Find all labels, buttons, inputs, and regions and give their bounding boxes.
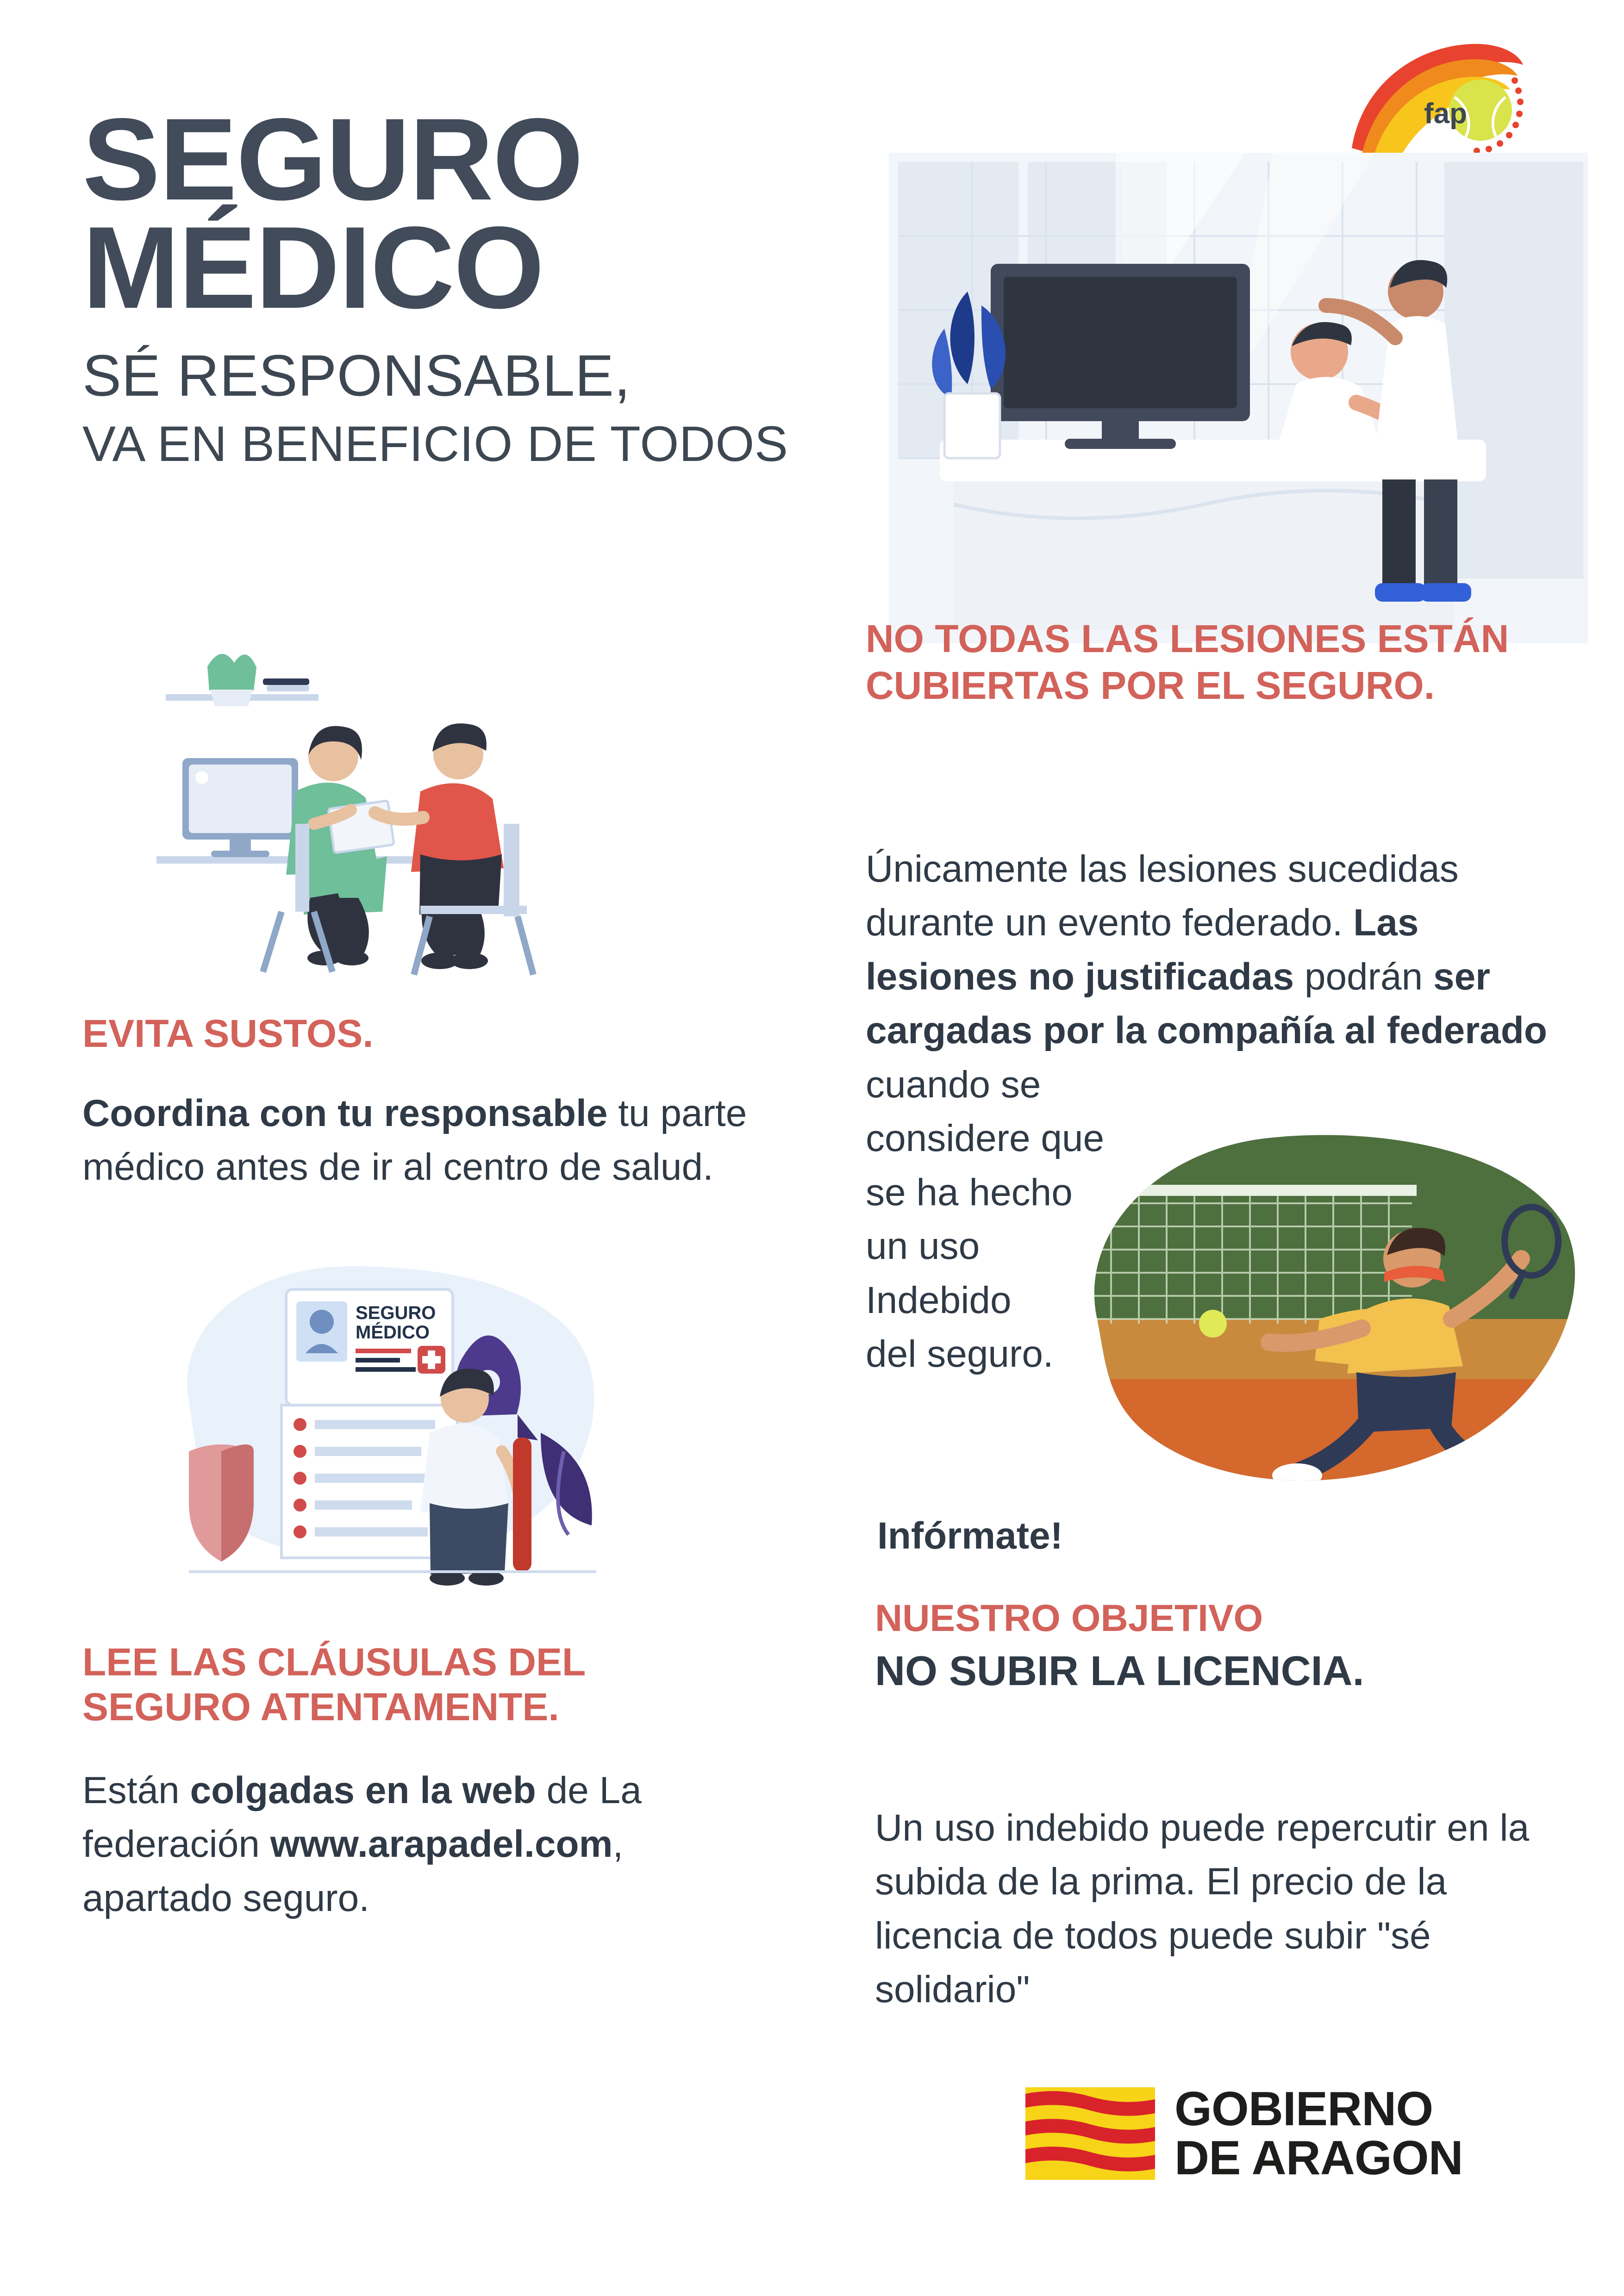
clausulas-post: , apartado seguro. bbox=[82, 1823, 624, 1919]
heading-evita-sustos: EVITA SUSTOS. bbox=[82, 1012, 374, 1055]
page-title bbox=[82, 94, 805, 333]
svg-text:SEGURO: SEGURO bbox=[356, 1303, 436, 1324]
fap-logo-text: fap bbox=[1424, 98, 1467, 130]
para1-part-j: del seguro. bbox=[866, 1332, 1054, 1375]
consultation-illustration bbox=[96, 639, 712, 981]
block-evita-sustos bbox=[82, 1011, 777, 1194]
paragraph-evita-sustos bbox=[82, 1087, 777, 1195]
paragraph-clausulas bbox=[82, 1764, 777, 1925]
title-block bbox=[82, 94, 805, 473]
clausulas-pre: Están bbox=[82, 1769, 190, 1811]
para1-part-d: ser cargadas por la compañía al federado bbox=[866, 955, 1547, 1052]
svg-text:MÉDICO: MÉDICO bbox=[356, 1322, 430, 1343]
title-line-1: SEGURO bbox=[82, 94, 583, 224]
left-column bbox=[82, 639, 777, 1925]
gov-line-2: DE ARAGON bbox=[1174, 2131, 1463, 2185]
heading-lesiones-no-cubiertas: NO TODAS LAS LESIONES ESTÁN CUBIERTAS POR EL SEGURO. bbox=[866, 617, 1509, 707]
gov-line-1: GOBIERNO bbox=[1174, 2082, 1433, 2136]
aragon-flag-icon bbox=[1025, 2087, 1155, 2180]
padel-player-illustration bbox=[1060, 1120, 1583, 1490]
evita-bold: Coordina con tu responsable bbox=[82, 1092, 608, 1134]
title-line-2: MÉDICO bbox=[82, 203, 543, 333]
gov-logo-text bbox=[1174, 2084, 1463, 2183]
para1-part-a: Únicamente las lesiones sucedidas durante un evento federado. bbox=[866, 848, 1459, 944]
clausulas-line-1: LEE LAS CLÁUSULAS DEL bbox=[82, 1640, 586, 1684]
clausulas-mid: de La federación bbox=[82, 1769, 642, 1866]
para1-part-e: cuando se bbox=[866, 1063, 1041, 1106]
evita-rest: tu parte médico antes de ir al centro de salud. bbox=[82, 1092, 747, 1188]
subtitle-secondary: VA EN BENEFICIO DE TODOS bbox=[82, 415, 788, 472]
para1-part-b: Las lesiones no justificadas bbox=[866, 902, 1419, 998]
heading-no-subir-licencia: NO SUBIR LA LICENCIA. bbox=[875, 1648, 1364, 1694]
clinic-illustration bbox=[829, 153, 1588, 643]
para1-part-i: Indebido bbox=[866, 1279, 1012, 1321]
website-url[interactable]: www.arapadel.com bbox=[270, 1823, 613, 1866]
clausulas-line-2: SEGURO ATENTAMENTE. bbox=[82, 1685, 559, 1729]
paragraph-uso-indebido: Un uso indebido puede repercutir en la subida de la prima. El precio de la licencia de todos puede subir "sé solidario" bbox=[875, 1807, 1530, 2011]
subtitle-primary: SÉ RESPONSABLE, bbox=[82, 342, 631, 408]
gobierno-de-aragon-logo bbox=[1025, 2073, 1539, 2194]
para1-part-c: podrán bbox=[1294, 955, 1433, 998]
para1-part-h: un uso bbox=[866, 1225, 980, 1268]
heading-nuestro-objetivo: NUESTRO OBJETIVO bbox=[875, 1597, 1263, 1639]
heading-lee-clausulas bbox=[82, 1640, 777, 1729]
para1-part-g: se ha hecho bbox=[866, 1171, 1073, 1213]
informate-label: Infórmate! bbox=[877, 1515, 1063, 1557]
clausulas-bold-web: colgadas en la web bbox=[190, 1769, 536, 1811]
block-clausulas bbox=[82, 1640, 777, 1925]
insurance-policy-illustration bbox=[133, 1234, 680, 1613]
para1-part-f: considere que bbox=[866, 1117, 1105, 1160]
